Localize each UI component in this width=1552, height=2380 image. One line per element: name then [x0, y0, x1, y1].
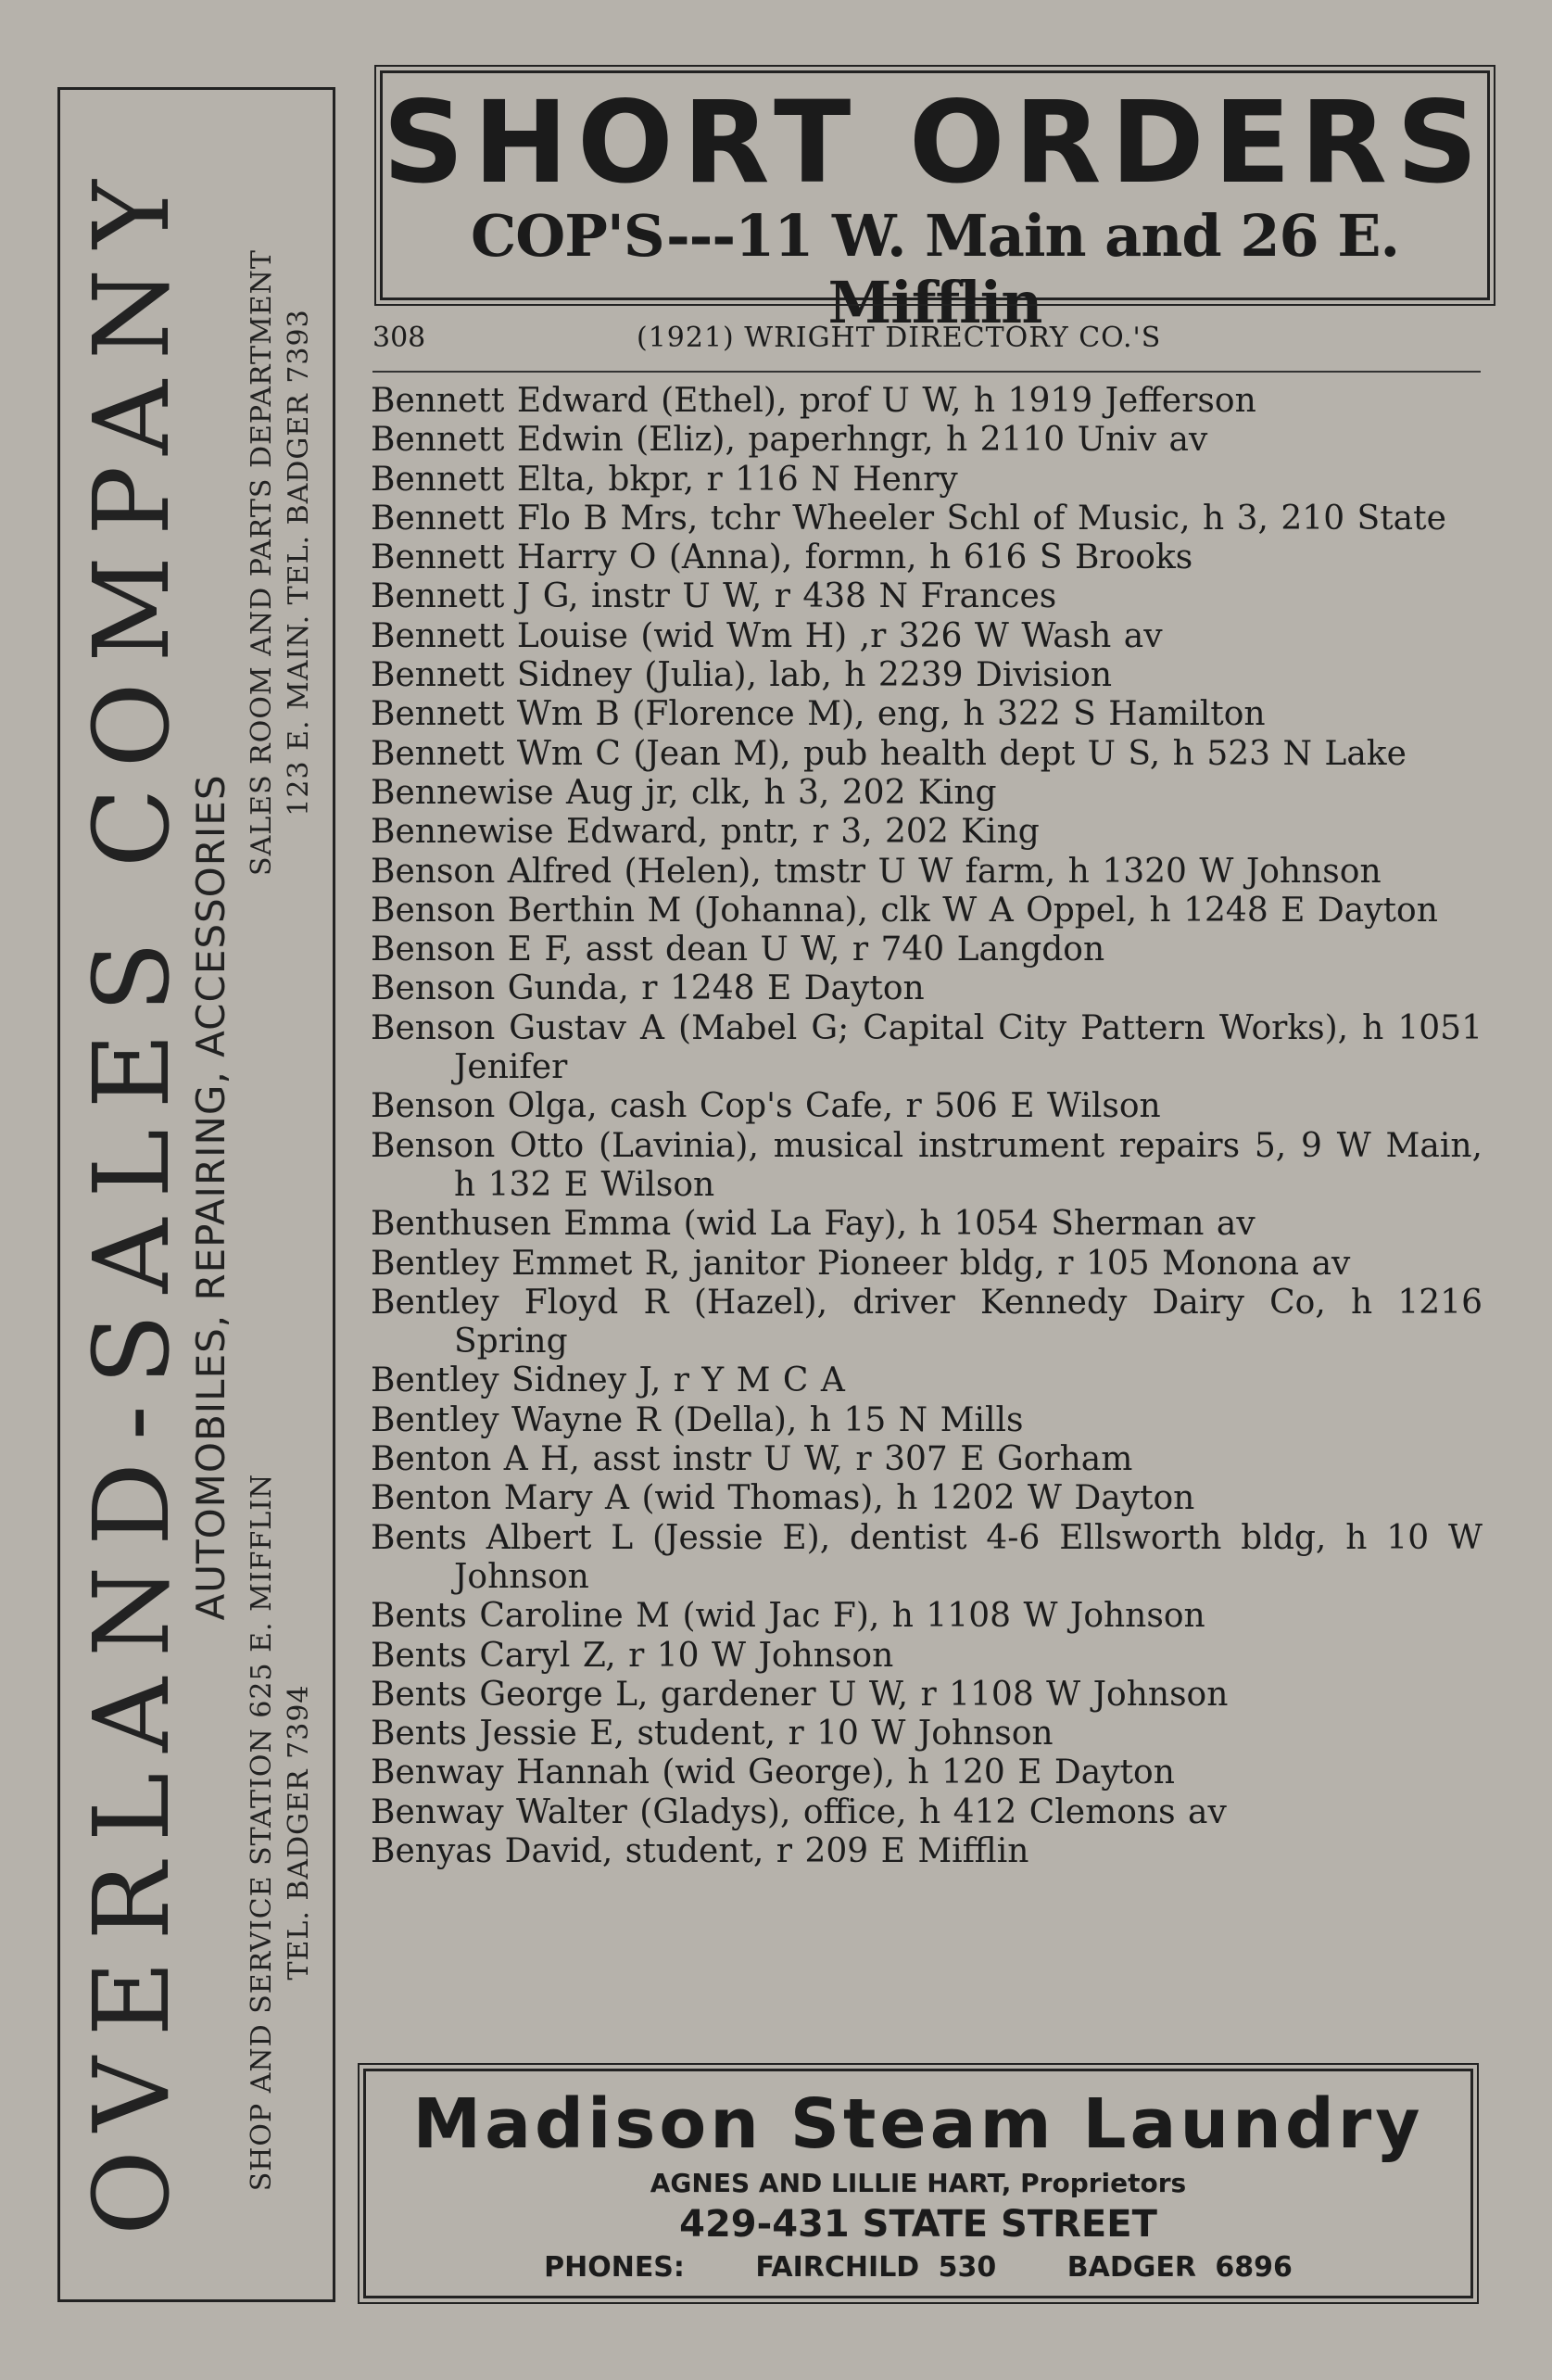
directory-entry: Benson E F, asst dean U W, r 740 Langdon	[371, 930, 1105, 969]
directory-entry: Bentley Sidney J, r Y M C A	[371, 1361, 845, 1400]
bottom-ad-proprietors: AGNES AND LILLIE HART, Proprietors	[650, 2168, 1187, 2198]
directory-entry: Benthusen Emma (wid La Fay), h 1054 Sherman av	[371, 1205, 1255, 1244]
page-title: (1921) WRIGHT DIRECTORY CO.'S	[637, 322, 1162, 354]
side-ad-rotated-content	[69, 99, 329, 2296]
page-header	[372, 315, 1481, 373]
side-ad-company-name: OVERLAND-SALES COMPANY	[72, 159, 193, 2235]
directory-entry: Bennett Sidney (Julia), lab, h 2239 Division	[371, 656, 1113, 695]
top-ad-headline: SHORT ORDERS	[383, 77, 1487, 209]
directory-entry: Benyas David, student, r 209 E Mifflin	[371, 1831, 1029, 1870]
directory-entry: Bennett Edwin (Eliz), paperhngr, h 2110 Univ av	[371, 421, 1208, 460]
directory-entry: Benson Gustav A (Mabel G; Capital City Pattern Works), h 1051 Jenifer	[371, 1008, 1483, 1087]
directory-entry: Bennett Harry O (Anna), formn, h 616 S Brooks	[371, 538, 1193, 577]
directory-entry: Benson Olga, cash Cop's Cafe, r 506 E Wilson	[371, 1087, 1161, 1126]
directory-entry: Benson Otto (Lavinia), musical instrument repairs 5, 9 W Main, h 132 E Wilson	[371, 1126, 1483, 1204]
directory-entry: Bennett Louise (wid Wm H) ,r 326 W Wash av	[371, 616, 1163, 655]
directory-entry: Bentley Floyd R (Hazel), driver Kennedy Dairy Co, h 1216 Spring	[371, 1283, 1483, 1361]
directory-entry: Bennett Wm C (Jean M), pub health dept U S, h 523 N Lake	[371, 734, 1407, 773]
directory-entry: Benson Alfred (Helen), tmstr U W farm, h 1320 W Johnson	[371, 852, 1382, 891]
directory-entry: Bentley Wayne R (Della), h 15 N Mills	[371, 1400, 1024, 1439]
directory-entry: Bennett Wm B (Florence M), eng, h 322 S Hamilton	[371, 695, 1266, 734]
directory-entry: Benton A H, asst instr U W, r 307 E Gorham	[371, 1440, 1133, 1479]
directory-entry: Bennett Edward (Ethel), prof U W, h 1919 Jefferson	[371, 382, 1256, 420]
directory-entry: Benway Hannah (wid George), h 120 E Dayton	[371, 1753, 1175, 1792]
bottom-ad-phone-fairchild: FAIRCHILD 530	[755, 2251, 997, 2284]
bottom-ad-business-name: Madison Steam Laundry	[412, 2084, 1424, 2164]
directory-entry: Bents Caryl Z, r 10 W Johnson	[371, 1636, 894, 1675]
bottom-ad-phones	[366, 2247, 1470, 2288]
directory-entry: Bennewise Edward, pntr, r 3, 202 King	[371, 813, 1040, 852]
side-ad-shop-line: SHOP AND SERVICE STATION 625 E. MIFFLIN	[246, 1473, 278, 2192]
bottom-ad-street: 429-431 STATE STREET	[679, 2203, 1157, 2246]
directory-entry: Bents Caroline M (wid Jac F), h 1108 W Johnson	[371, 1597, 1205, 1636]
side-ad-sales-address	[244, 118, 318, 1007]
side-ad-services: AUTOMOBILES, REPAIRING, ACCESSORIES	[188, 774, 233, 1621]
directory-entry: Benson Berthin M (Johanna), clk W A Oppel, h 1248 E Dayton	[371, 891, 1438, 930]
directory-entry: Benway Walter (Gladys), office, h 412 Clemons av	[371, 1792, 1227, 1831]
side-ad-shop-address	[244, 1387, 318, 2277]
bottom-ad-phones-label: PHONES:	[544, 2251, 685, 2284]
side-advertisement	[57, 87, 335, 2302]
directory-listings	[371, 382, 1483, 1871]
directory-entry: Benton Mary A (wid Thomas), h 1202 W Dayton	[371, 1479, 1195, 1518]
directory-entry: Bents George L, gardener U W, r 1108 W Johnson	[371, 1675, 1229, 1714]
directory-entry: Bennett Elta, bkpr, r 116 N Henry	[371, 460, 958, 499]
top-ad-subline: COP'S---11 W. Main and 26 E. Mifflin	[470, 202, 1400, 336]
directory-entry: Bents Jessie E, student, r 10 W Johnson	[371, 1715, 1054, 1753]
side-ad-shop-phone: TEL. BADGER 7394	[283, 1684, 315, 1981]
side-ad-sales-line: SALES ROOM AND PARTS DEPARTMENT	[246, 249, 278, 876]
bottom-ad-phone-badger: BADGER 6896	[1066, 2251, 1293, 2284]
directory-entry: Bentley Emmet R, janitor Pioneer bldg, r 105 Monona av	[371, 1244, 1351, 1283]
directory-entry: Bennewise Aug jr, clk, h 3, 202 King	[371, 773, 997, 812]
side-ad-address-row	[244, 99, 327, 2296]
page-number: 308	[372, 322, 426, 354]
directory-entry: Bennett J G, instr U W, r 438 N Frances	[371, 577, 1057, 616]
top-advertisement	[380, 70, 1490, 336]
side-ad-sales-phone: 123 E. MAIN. TEL. BADGER 7393	[283, 309, 315, 817]
directory-entry: Benson Gunda, r 1248 E Dayton	[371, 969, 925, 1008]
bottom-advertisement	[363, 2069, 1473, 2298]
directory-entry: Bents Albert L (Jessie E), dentist 4-6 Ellsworth bldg, h 10 W Johnson	[371, 1518, 1483, 1596]
directory-entry: Bennett Flo B Mrs, tchr Wheeler Schl of Music, h 3, 210 State	[371, 499, 1446, 538]
